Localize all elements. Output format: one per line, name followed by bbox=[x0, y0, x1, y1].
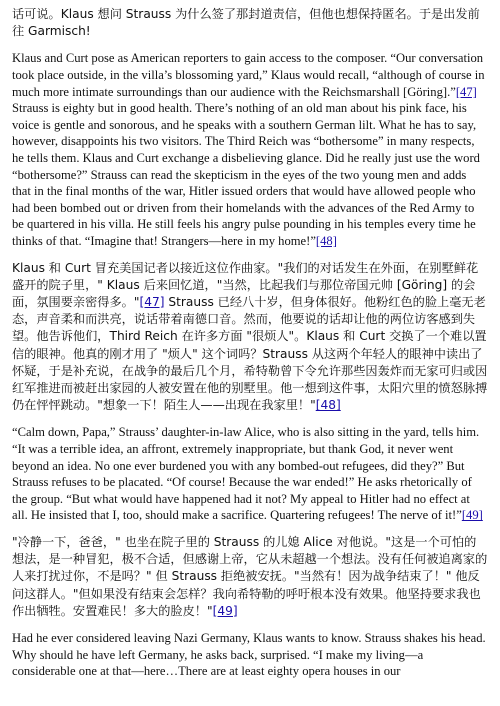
footnote-link-47[interactable]: [47] bbox=[455, 84, 477, 99]
footnote-link-49[interactable]: [49] bbox=[461, 508, 483, 523]
paragraph-text: Had he ever considered leaving Nazi Germany, Klaus wants to know. Strauss shakes his head. Why should he have left Germany, he asks back, surprised. “I make my living—a considerable one at that—here…There are at least eighty opera houses in our bbox=[12, 630, 486, 679]
paragraph-text: “Calm down, Papa,” Strauss’ daughter-in-law Alice, who is also sitting in the yard, tells him. “It was a terrible idea, an affront, extremely inappropriate, but thank God, it never went beyond an idea. No one ever burdened you with any bombed-out refugees, did they?” But Strauss refuses to be placated. “Of course! Because the war ended!” He asks rhetorically of the group. “But what would have happened had it not? My appeal to Hitler had no effect at all. He insisted that I, too, should make a sacrifice. Quartering refugees! The nerve of it!” bbox=[12, 425, 480, 523]
footnote-link-48[interactable]: [48] bbox=[315, 398, 341, 413]
footnote-link-47[interactable]: [47] bbox=[139, 294, 165, 309]
paragraph-en-leaving bbox=[12, 630, 488, 680]
paragraph-text: Klaus 和 Curt 冒充美国记者以接近这位作曲家。"我们的对话发生在外面，在别墅鲜花盛开的院子里，" Klaus 后来回忆道，"当然，比起我们与那位帝国元帅 [Göring] 的会面，氛围要亲密得多。" bbox=[12, 260, 479, 309]
paragraph-en-visit bbox=[12, 50, 488, 249]
paragraph-text-continued: Strauss 已经八十岁，但身体很好。他粉红色的脸上毫无老态，声音柔和而洪亮，说话带着南德口音。然而，他要说的话却让他的两位访客感到失望。他告诉他们，Third Reich 在许多方面 "很烦人"。Klaus 和 Curt 交换了一个难以置信的眼神。他真的刚才用了 "烦人" 这个词吗？Strauss 从这两个年轻人的眼神中读出了怀疑，于是补充说，在战争的最后几个月，希特勒曾下令允许那些因轰炸而无家可归或因红军推进而被赶出家园的人被安置在他的别墅里。他一想到这件事，太阳穴里的愤怒脉搏仍在怦怦跳动。"想象一下！陌生人——出现在我家里！" bbox=[12, 294, 488, 413]
paragraph-en-alice bbox=[12, 424, 488, 524]
paragraph-text: "冷静一下，爸爸，" 也坐在院子里的 Strauss 的儿媳 Alice 对他说。"这是一个可怕的想法，是一种冒犯，极不合适，但感谢上帝，它从未超越一个想法。没有任何被追离家的人来打扰过你，不是吗？" 但 Strauss 拒绝被安抚。"当然有！因为战争结束了！" 他反问这群人。"但如果没有结束会怎样？我向希特勒的呼吁根本没有效果。他坚持要求我也作出牺牲。安置难民！多大的脸皮！" bbox=[12, 534, 488, 618]
paragraph-text: Klaus and Curt pose as American reporters to gain access to the composer. “Our conversation took place outside, in the villa’s blossoming yard,” Klaus would recall, “although of course in much more intimate surroundings than our audience with the Reichsmarshall [Göring].” bbox=[12, 51, 485, 99]
paragraph-zh-intro bbox=[12, 6, 488, 40]
paragraph-zh-alice bbox=[12, 534, 488, 620]
paragraph-text: 话可说。Klaus 想问 Strauss 为什么签了那封道责信，但他也想保持匿名。于是出发前往 Garmisch! bbox=[12, 7, 480, 39]
footnote-link-49[interactable]: [49] bbox=[212, 603, 238, 618]
footnote-link-48[interactable]: [48] bbox=[315, 233, 337, 248]
paragraph-text-continued: Strauss is eighty but in good health. There’s nothing of an old man about his pink face, his voice is gentle and sonorous, and he speaks with a southern German lilt. What he has to say, however, disappoints his two visitors. The Third Reich was “bothersome” in many respects, he tells them. Klaus and Curt exchange a disbelieving glance. Did he really just use the word “bothersome?” Strauss can read the skepticism in the eyes of the two young men and adds that in the final months of the war, Hitler issued orders that would have allowed people who had been bombed out or driven from their homelands with the advances of the Red Army to be quartered in his villa. He still feels his angry pulse pounding in his temples every time he thinks of that. “Imagine that! Strangers—here in my home!” bbox=[12, 101, 480, 248]
paragraph-zh-visit bbox=[12, 260, 488, 415]
